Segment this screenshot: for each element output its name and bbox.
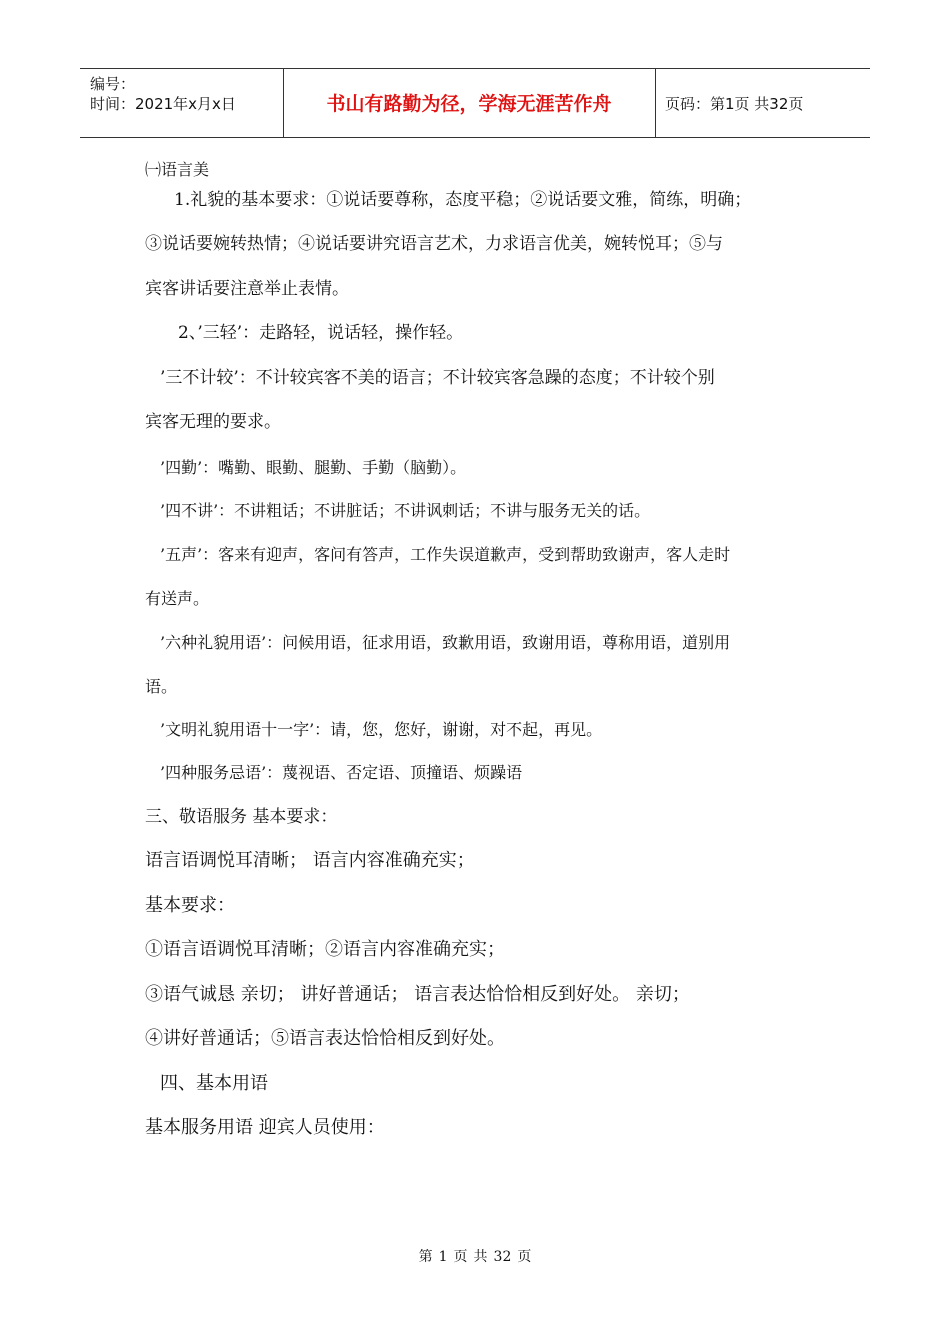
header-motto-cell (283, 69, 656, 137)
section-heading: ㈠语言美 (145, 160, 210, 179)
paragraph-line: ’六种礼貌用语’：问候用语，征求用语，致歉用语，致谢用语，尊称用语，道别用 (160, 633, 731, 652)
paragraph-line: ’文明礼貌用语十一字’：请，您，您好，谢谢，对不起，再见。 (160, 720, 603, 739)
section-heading: 四、基本用语 (160, 1073, 268, 1094)
motto: 书山有路勤为径，学海无涯苦作舟 (326, 93, 612, 115)
serial-number-label: 编号： (90, 75, 136, 93)
paragraph-line: 2、’三轻’：走路轻，说话轻，操作轻。 (178, 323, 464, 343)
date-label: 时间：2021年x月x日 (90, 95, 236, 113)
paragraph-line: ’三不计较’：不计较宾客不美的语言；不计较宾客急躁的态度；不计较个别 (160, 368, 715, 388)
paragraph-line: ①语言语调悦耳清晰；②语言内容准确充实； (145, 939, 505, 960)
paragraph-line: ③说话要婉转热情；④说话要讲究语言艺术，力求语言优美，婉转悦耳；⑤与 (145, 234, 723, 254)
footer-total-pages: 32 (493, 1249, 512, 1265)
footer-gong: 共 (473, 1249, 488, 1265)
paragraph-line: 宾客讲话要注意举止表情。 (145, 279, 349, 299)
footer-ye-2: 页 (517, 1249, 532, 1265)
paragraph-line: ’四勤’：嘴勤、眼勤、腿勤、手勤（脑勤）。 (160, 458, 467, 477)
paragraph-line: 宾客无理的要求。 (145, 412, 281, 432)
header-page-cell (655, 69, 870, 137)
paragraph-line: ’四不讲’：不讲粗话；不讲脏话；不讲讽刺话；不讲与服务无关的话。 (160, 501, 651, 520)
paragraph-line: 1.礼貌的基本要求：①说话要尊称，态度平稳；②说话要文雅，简练，明确； (174, 190, 752, 210)
paragraph-line: 有送声。 (145, 589, 210, 608)
paragraph-line: 语言语调悦耳清晰； 语言内容准确充实； (145, 850, 475, 871)
paragraph-line: ’五声’：客来有迎声，客问有答声，工作失误道歉声，受到帮助致谢声，客人走时 (160, 545, 731, 564)
page-info: 页码：第1页 共32页 (665, 95, 804, 113)
header-left-cell (80, 69, 284, 137)
section-heading: 三、敬语服务 基本要求： (145, 807, 338, 827)
paragraph-line: ③语气诚恳 亲切； 讲好普通话； 语言表达恰恰相反到好处。 亲切； (145, 984, 690, 1005)
paragraph-line: 语。 (145, 677, 178, 696)
paragraph-line: 基本服务用语 迎宾人员使用： (145, 1117, 385, 1138)
paragraph-line: 基本要求： (145, 895, 235, 916)
footer-page-number: 1 (438, 1249, 448, 1265)
paragraph-line: ’四种服务忌语’：蔑视语、否定语、顶撞语、烦躁语 (160, 763, 523, 782)
paragraph-line: ④讲好普通话；⑤语言表达恰恰相反到好处。 (145, 1028, 505, 1049)
page-footer (0, 1248, 950, 1266)
footer-ye: 页 (453, 1249, 468, 1265)
footer-di: 第 (418, 1249, 433, 1265)
document-header (80, 68, 870, 138)
